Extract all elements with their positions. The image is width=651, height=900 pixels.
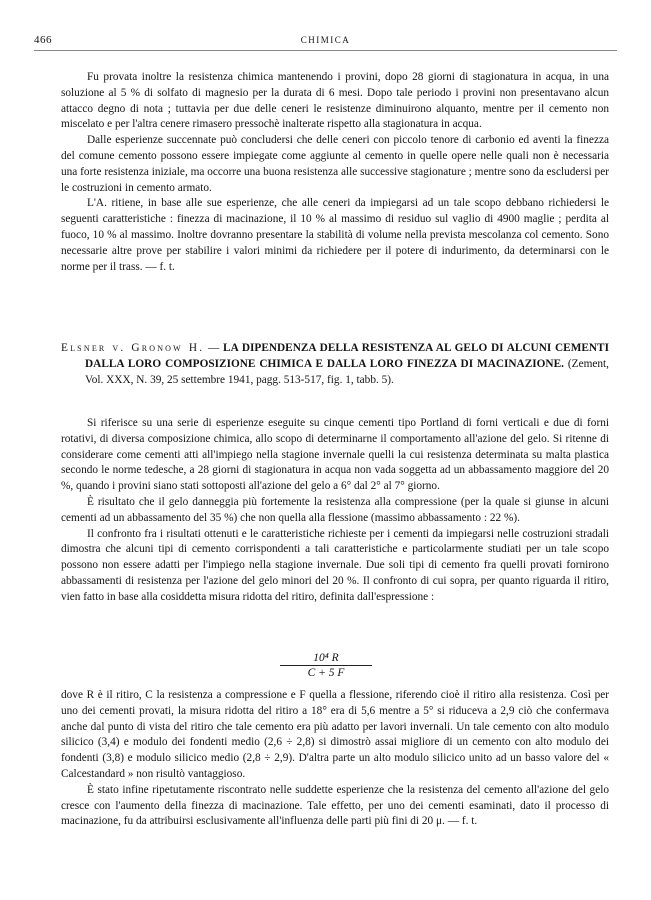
- abstract-continuation: [61, 70, 609, 275]
- paragraph: Il confronto fra i risultati ottenuti e le caratteristiche richieste per i cementi da impiegarsi nelle costruzioni stradali dimostra che alcuni tipi di cemento corrispondenti a tali caratteristiche e particolarmente studiati per un tale scopo possono non essere adatti per l'impiego nella stagione invernale. Due soli tipi di cemento fra quelli provati fornirono abbassamenti di resistenza per l'azione del gelo minori del 20 %. Il confronto di cui sopra, per quanto riguarda il ritiro, vien fatto in base alla cosiddetta misura ridotta del ritiro, definita dall'espressione :: [61, 527, 609, 603]
- paragraph: È risultato che il gelo danneggia più fortemente la resistenza alla compressione (per la quale si giunse in alcuni cementi ad un abbassamento del 35 %) che non quella alla flessione (massimo abbassamento : 22 %).: [61, 495, 609, 524]
- running-title: CHIMICA: [300, 35, 351, 45]
- header-rule: [34, 50, 617, 51]
- page-header: [34, 34, 617, 48]
- shrinkage-formula: [280, 652, 372, 679]
- paragraph: Si riferisce su una serie di esperienze eseguite su cinque cementi tipo Portland di forni verticali e due di forni rotativi, di diversa composizione chimica, allo scopo di determinarne il comportamento all'azione del gelo. Si ritenne di considerare come cementi atti all'impiego nella stagione invernale quelli la cui resistenza determinata su malta plastica secondo le norme tedesche, a 28 giorni di stagionatura in acqua non vada soggetta ad un abbassamento maggiore del 20 %, quando i provini siano stati sottoposti all'azione del gelo a 6° dal 2° al 7° giorno.: [61, 417, 609, 493]
- paragraph: Dalle esperienze succennate può concludersi che delle ceneri con piccolo tenore di carbonio ed aventi la finezza del comune cemento possono essere impiegate come aggiunte al cemento in quelle opere nelle quali non è necessaria una forte resistenza iniziale, ma occorre una buona resistenza alle successive stagionature ; mentre sono da escludersi per le costruzioni in cemento armato.: [61, 134, 609, 194]
- entry-heading: [61, 340, 609, 388]
- paragraph: È stato infine ripetutamente riscontrato nelle suddette esperienze che la resistenza del cemento all'azione del gelo cresce con l'aumento della finezza di macinazione. Tale effetto, per uno dei cementi esaminati, dato il processo di macinazione, fu da attribuirsi esclusivamente all'influenza delle parti più fini di 20 μ. — f. t.: [61, 783, 609, 828]
- bibliographic-entry: [61, 340, 609, 388]
- formula-numerator: 10⁴ R: [313, 652, 339, 664]
- paragraph: L'A. ritiene, in base alle sue esperienze, che alle ceneri da impiegarsi ad un tale scopo debbano richiedersi le seguenti caratteristiche : finezza di macinazione, il 10 % al massimo di residuo sul vaglio di 4900 maglie ; perdita al fuoco, 10 % al massimo. Inoltre dovranno presentare la stabilità di volume nella prevista mescolanza col cemento. Sono necessarie altre prove per stabilire i valori minimi da richiedere per il potere di indurimento, da determinarsi con le norme per il trass. — f. t.: [61, 197, 609, 273]
- paragraph: dove R è il ritiro, C la resistenza a compressione e F quella a flessione, riferendo cioè il ritiro alla resistenza. Così per uno dei cementi provati, la misura ridotta del ritiro a 18° era di 5,6 mentre a 5° si riduceva a 2,9 ciò che confermava anche dal punto di vista del ritiro che tale cemento era più adatto per lavori invernali. Un tale cemento con alto modulo silicico (3,4) e modulo dei fondenti medio (2,6 ÷ 2,8) si dimostrò assai migliore di un cemento con alto modulo dei fondenti (3,8) e modulo silicico medio (2,8 ÷ 2,9). D'altra parte un alto modulo silicico unito ad un basso valore del « Calcestandard » non risultò vantaggioso.: [61, 689, 609, 780]
- entry-title: LA DIPENDENZA DELLA RESISTENZA AL GELO DI ALCUNI CEMENTI DALLA LORO COMPOSIZIONE CHIMICA E DALLA LORO FINEZZA DI MACINAZIONE.: [85, 342, 609, 370]
- paragraph: Fu provata inoltre la resistenza chimica mantenendo i provini, dopo 28 giorni di stagionatura in acqua, in una soluzione al 5 % di solfato di magnesio per la durata di 6 mesi. Dopo tale periodo i provini non presentavano alcun attacco degno di nota ; tuttavia per due delle ceneri le resistenze diminuirono alquanto, mentre per il cemento non miscelato e per l'altra cenere rimasero pressochè inalterate rispetto alla stagionatura in acqua.: [61, 71, 609, 131]
- entry-dash: —: [204, 342, 224, 354]
- entry-author: Elsner v. Gronow H.: [61, 342, 205, 354]
- abstract-conclusion: [61, 688, 609, 830]
- abstract-body: [61, 416, 609, 606]
- entry-reference: (Zement, Vol. XXX, N. 39, 25 settembre 1941, pagg. 513-517, fig. 1, tabb. 5).: [85, 358, 610, 386]
- page-number: 466: [34, 34, 52, 46]
- formula-denominator: C + 5 F: [280, 665, 372, 679]
